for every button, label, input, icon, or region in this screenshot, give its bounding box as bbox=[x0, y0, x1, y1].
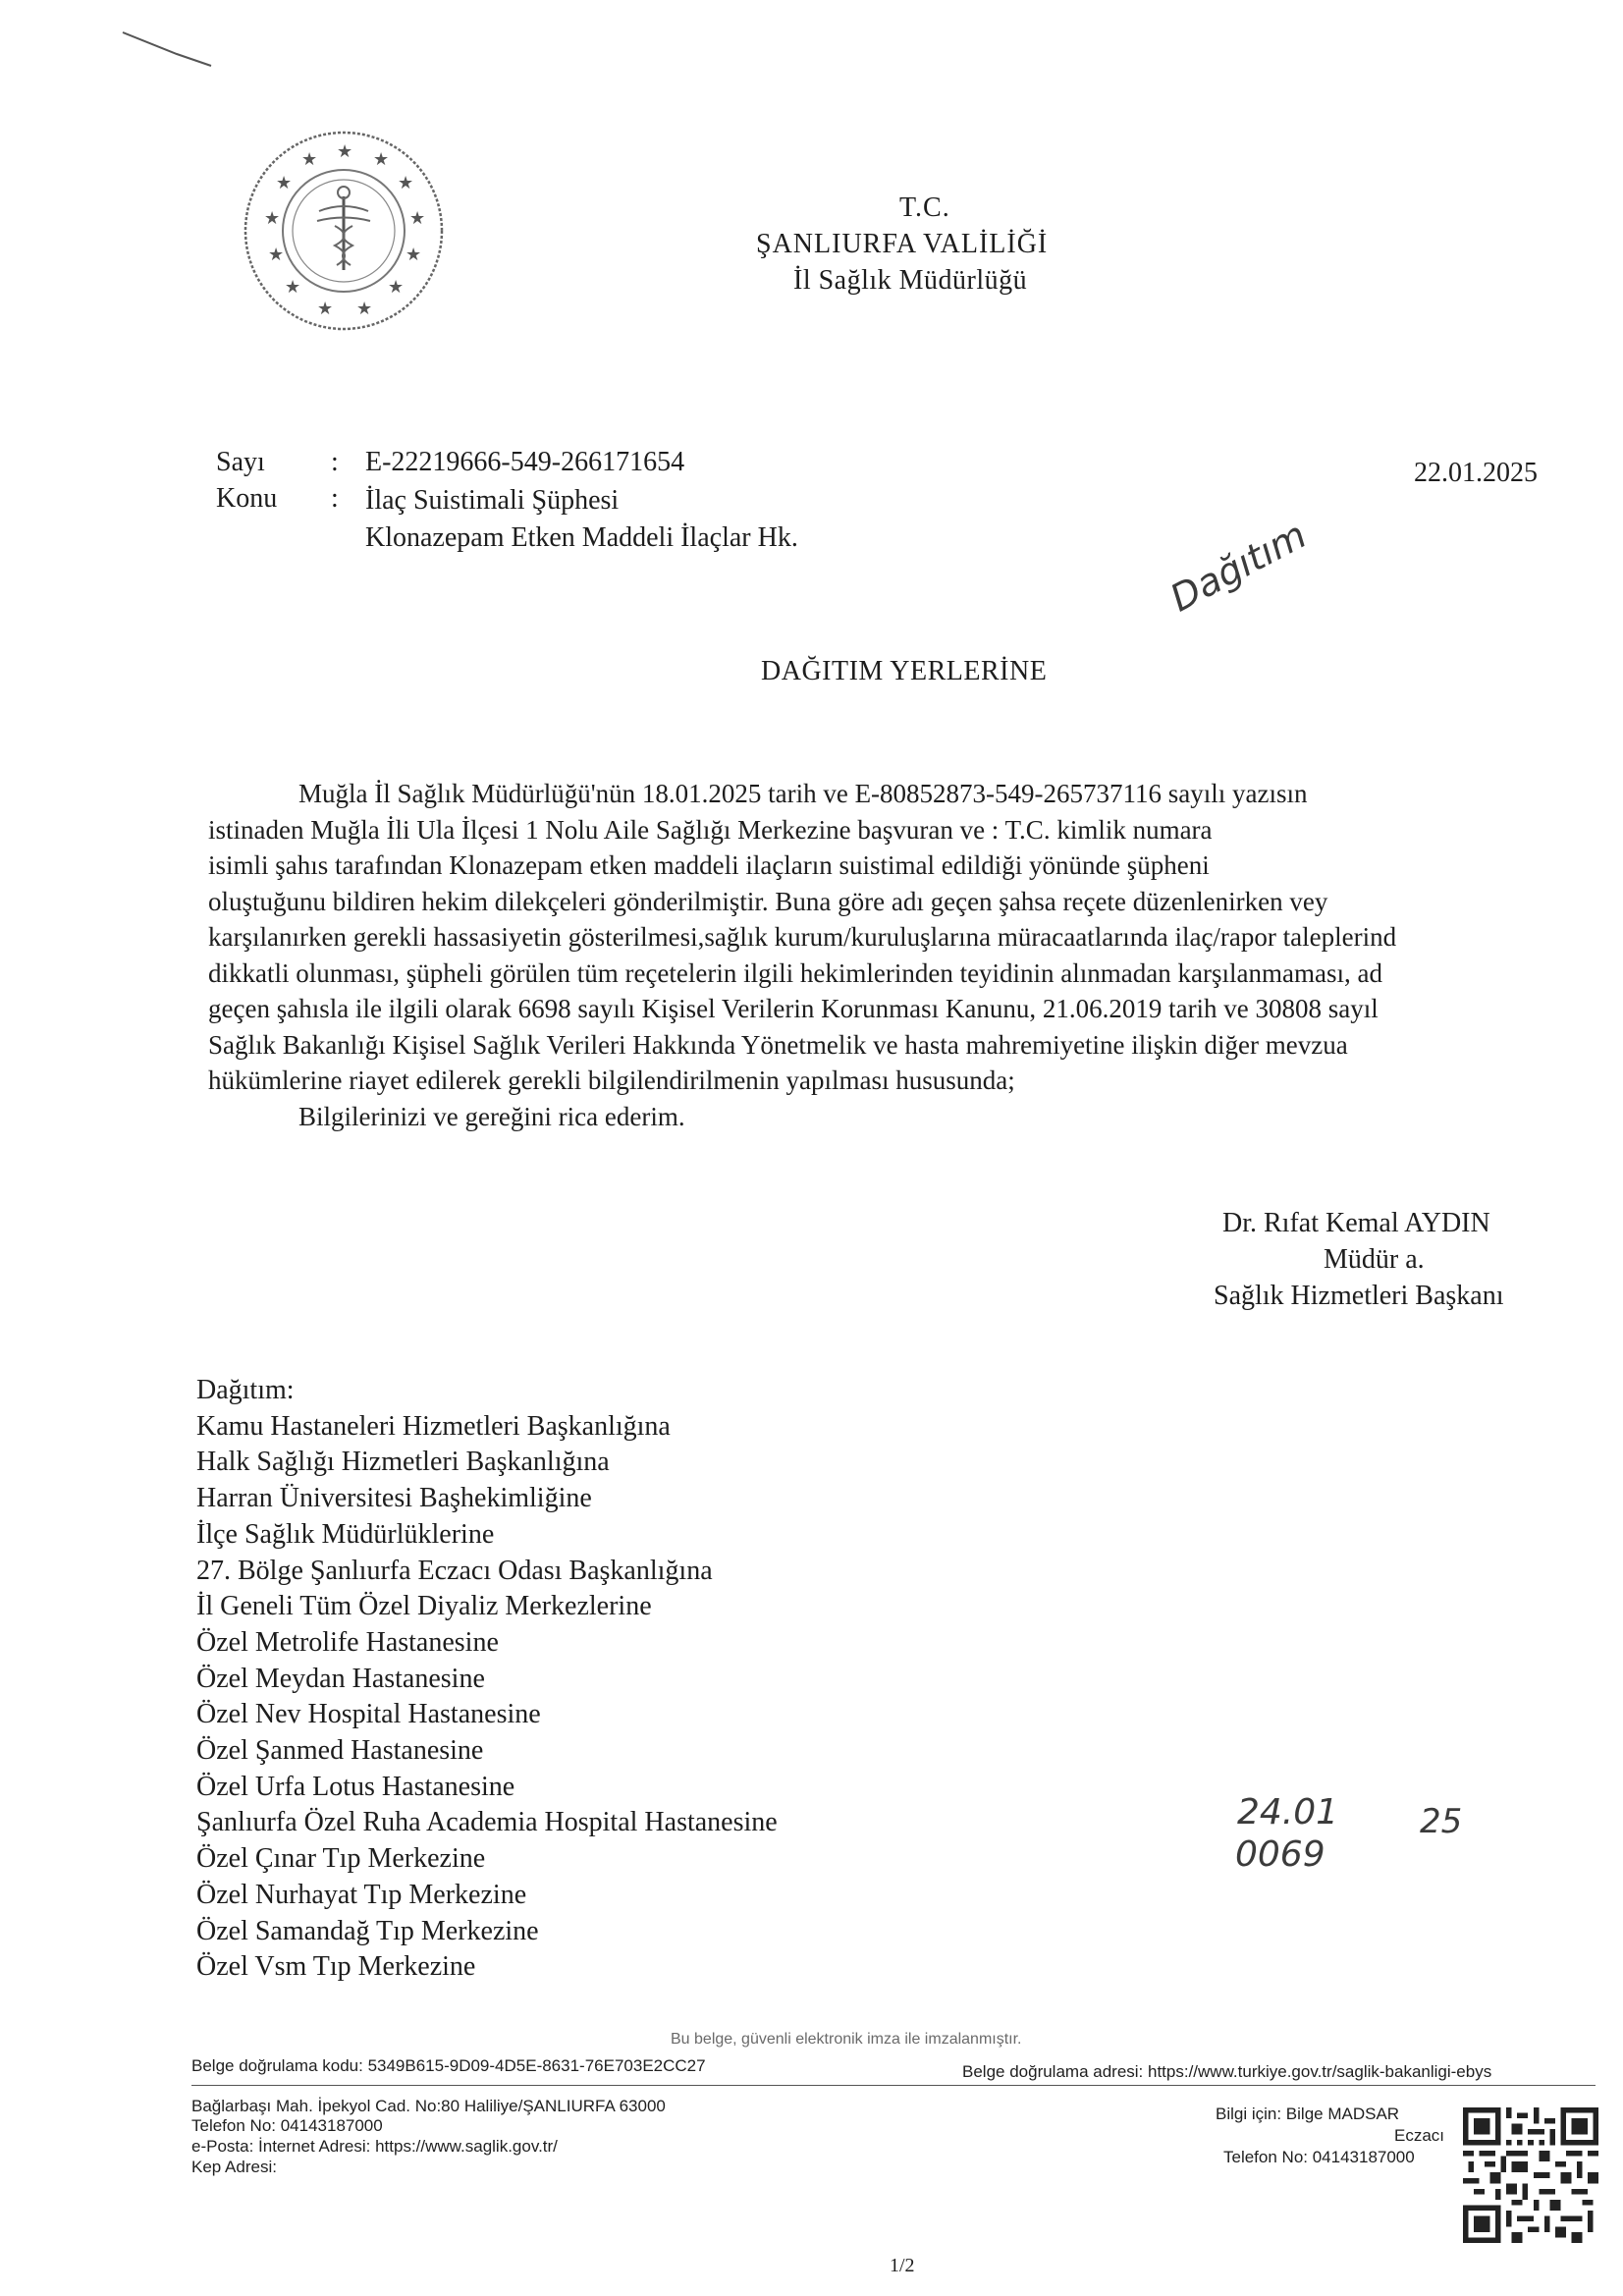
verification-address: Belge doğrulama adresi: https://www.turkiye.gov.tr/saglik-bakanligi-ebys bbox=[962, 2062, 1492, 2081]
svg-text:★: ★ bbox=[388, 277, 405, 298]
body-line: hükümlerine riayet edilerek gerekli bilgilendirilmenin yapılması hususunda; bbox=[208, 1066, 1015, 1095]
svg-text:★: ★ bbox=[276, 173, 293, 193]
distribution-item: Özel Şanmed Hastanesine bbox=[196, 1735, 484, 1767]
footer-email-web: e-Posta: İnternet Adresi: https://www.saglik.gov.tr/ bbox=[191, 2137, 558, 2156]
body-line: dikkatli olunması, şüpheli görülen tüm reçetelerin ilgili hekimlerinden teyidinin alınmadan karşılanmaması, ad bbox=[208, 957, 1382, 988]
ministry-seal-emblem bbox=[241, 128, 447, 334]
distribution-item: Özel Urfa Lotus Hastanesine bbox=[196, 1771, 515, 1802]
svg-text:★: ★ bbox=[409, 208, 426, 229]
handwritten-distribution-note: Dağıtım bbox=[1163, 513, 1314, 621]
distribution-item: Özel Vsm Tıp Merkezine bbox=[196, 1951, 476, 1983]
konu-label: Konu bbox=[216, 483, 278, 514]
distribution-item: Özel Metrolife Hastanesine bbox=[196, 1626, 499, 1658]
sayi-separator: : bbox=[331, 447, 339, 477]
distribution-item: İlçe Sağlık Müdürlüklerine bbox=[196, 1518, 495, 1550]
svg-text:★: ★ bbox=[373, 149, 390, 170]
signatory-title1: Müdür a. bbox=[1324, 1244, 1425, 1275]
body-line: Sağlık Bakanlığı Kişisel Sağlık Verileri Hakkında Yönetmelik ve hasta mahremiyetine ilişkin diğer mevzua bbox=[208, 1029, 1348, 1060]
page-number: 1/2 bbox=[890, 2255, 915, 2276]
verification-code: Belge doğrulama kodu: 5349B615-9D09-4D5E-8631-76E703E2CC27 bbox=[191, 2056, 706, 2075]
distribution-item: Özel Nurhayat Tıp Merkezine bbox=[196, 1879, 527, 1910]
footer-kep: Kep Adresi: bbox=[191, 2158, 277, 2176]
body-line: istinaden Muğla İli Ula İlçesi 1 Nolu Aile Sağlığı Merkezine başvuran ve : T.C. kimlik numara bbox=[208, 814, 1213, 845]
distribution-heading: Dağıtım: bbox=[196, 1375, 295, 1405]
svg-text:★: ★ bbox=[264, 208, 281, 229]
distribution-item: Özel Meydan Hastanesine bbox=[196, 1663, 485, 1694]
svg-text:★: ★ bbox=[337, 141, 353, 162]
svg-text:★: ★ bbox=[398, 173, 414, 193]
svg-text:★: ★ bbox=[406, 245, 422, 265]
konu-separator: : bbox=[331, 483, 339, 514]
sayi-value: E-22219666-549-266171654 bbox=[365, 447, 685, 477]
letter-body bbox=[208, 776, 1622, 1134]
handwritten-receipt-date: 24.01 bbox=[1237, 1792, 1339, 1832]
header-tc: T.C. bbox=[899, 192, 950, 223]
handwritten-receipt-number: 0069 bbox=[1235, 1834, 1325, 1875]
qr-code-icon bbox=[1463, 2106, 1598, 2244]
distribution-item: Şanlıurfa Özel Ruha Academia Hospital Hastanesine bbox=[196, 1807, 778, 1838]
info-contact: Bilgi için: Bilge MADSAR bbox=[1216, 2105, 1400, 2123]
signatory-name: Dr. Rıfat Kemal AYDIN bbox=[1222, 1208, 1490, 1238]
body-line: isimli şahıs tarafından Klonazepam etken maddeli ilaçların suistimal edildiği yönünde şüpheni bbox=[208, 850, 1210, 880]
svg-text:★: ★ bbox=[285, 277, 301, 298]
header-governorship: ŞANLIURFA VALİLİĞİ bbox=[756, 229, 1049, 259]
svg-text:★: ★ bbox=[356, 299, 373, 319]
footer-address: Bağlarbaşı Mah. İpekyol Cad. No:80 Haliliye/ŞANLIURFA 63000 bbox=[191, 2097, 666, 2115]
signatory-title2: Sağlık Hizmetleri Başkanı bbox=[1214, 1281, 1504, 1311]
distribution-item: Halk Sağlığı Hizmetleri Başkanlığına bbox=[196, 1447, 610, 1478]
distribution-list bbox=[196, 1373, 778, 1986]
document-date: 22.01.2025 bbox=[1414, 458, 1538, 488]
header-department: İl Sağlık Müdürlüğü bbox=[793, 265, 1028, 296]
distribution-item: Kamu Hastaneleri Hizmetleri Başkanlığına bbox=[196, 1410, 671, 1442]
info-title: Eczacı bbox=[1394, 2126, 1445, 2145]
closing-line: Bilgilerinizi ve gereğini rica ederim. bbox=[298, 1101, 685, 1131]
konu-line2: Klonazepam Etken Maddeli İlaçlar Hk. bbox=[365, 522, 798, 553]
addressee: DAĞITIM YERLERİNE bbox=[761, 656, 1048, 686]
footer-divider bbox=[191, 2085, 1596, 2086]
body-line: karşılanırken gerekli hassasiyetin gösterilmesi,sağlık kurum/kuruluşlarına müracaatlarında ilaç/rapor taleplerind bbox=[208, 922, 1397, 952]
sayi-label: Sayı bbox=[216, 447, 265, 477]
distribution-item: Harran Üniversitesi Başhekimliğine bbox=[196, 1483, 592, 1514]
distribution-item: İl Geneli Tüm Özel Diyaliz Merkezlerine bbox=[196, 1591, 652, 1622]
svg-text:★: ★ bbox=[317, 299, 334, 319]
distribution-item: Özel Samandağ Tıp Merkezine bbox=[196, 1915, 539, 1946]
distribution-item: Özel Nev Hospital Hastanesine bbox=[196, 1699, 541, 1730]
handwritten-receipt-year: 25 bbox=[1420, 1802, 1463, 1841]
svg-text:★: ★ bbox=[301, 149, 318, 170]
konu-line1: İlaç Suistimali Şüphesi bbox=[365, 485, 620, 516]
body-line: Muğla İl Sağlık Müdürlüğü'nün 18.01.2025 tarih ve E-80852873-549-265737116 sayılı yazısın bbox=[298, 779, 1308, 808]
body-line: oluştuğunu bildiren hekim dilekçeleri gönderilmiştir. Buna göre adı geçen şahsa reçete düzenlenirken vey bbox=[208, 886, 1328, 916]
info-phone: Telefon No: 04143187000 bbox=[1223, 2148, 1415, 2166]
footer-phone: Telefon No: 04143187000 bbox=[191, 2116, 383, 2135]
distribution-item: Özel Çınar Tıp Merkezine bbox=[196, 1843, 486, 1875]
scan-mark bbox=[118, 25, 216, 74]
esignature-note: Bu belge, güvenli elektronik imza ile imzalanmıştır. bbox=[671, 2031, 1022, 2048]
svg-text:★: ★ bbox=[268, 245, 285, 265]
body-line: geçen şahısla ile ilgili olarak 6698 sayılı Kişisel Verilerin Korunması Kanunu, 21.06.2019 tarih ve 30808 sayıl bbox=[208, 994, 1379, 1023]
distribution-item: 27. Bölge Şanlıurfa Eczacı Odası Başkanlığına bbox=[196, 1555, 713, 1586]
